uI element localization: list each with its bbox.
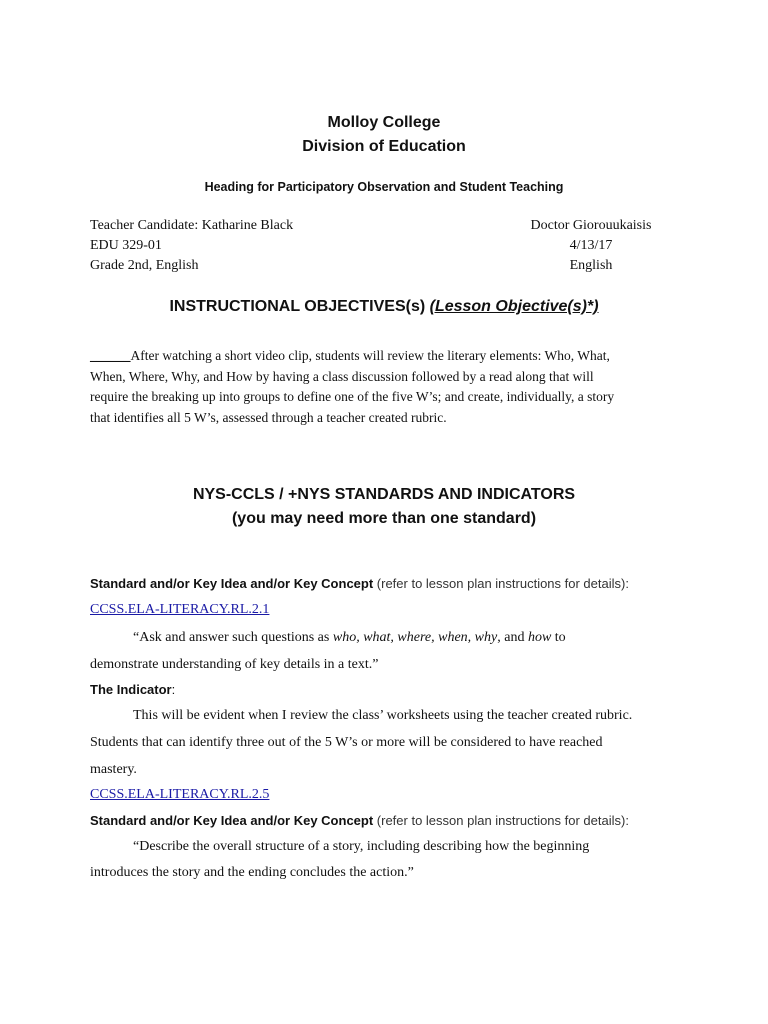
teacher-candidate: Teacher Candidate: Katharine Black xyxy=(90,218,294,233)
standard-quote-1-line-2: demonstrate understanding of key details in a text.” xyxy=(90,657,379,672)
standards-subtitle: (you may need more than one standard) xyxy=(231,510,537,527)
standards-title: NYS-CCLS / +NYS STANDARDS AND INDICATORS xyxy=(192,486,576,503)
indicator-line: This will be evident when I review the class’ worksheets using the teacher created rubric. xyxy=(133,708,633,723)
standard-label-2: Standard and/or Key Idea and/or Key Concept (refer to lesson plan instructions for details): xyxy=(90,813,629,828)
standard-quote-2: “Describe the overall structure of a story, including describing how the beginning xyxy=(133,839,590,854)
course-code: EDU 329-01 xyxy=(90,238,162,253)
standard-link-rl-2-5[interactable]: CCSS.ELA-LITERACY.RL.2.5 xyxy=(90,787,270,802)
form-heading: Heading for Participatory Observation and Student Teaching xyxy=(204,180,564,194)
standard-link-rl-2-1[interactable]: CCSS.ELA-LITERACY.RL.2.1 xyxy=(90,602,270,617)
objective-blank: ______ xyxy=(90,348,131,363)
standard-quote-1: “Ask and answer such questions as who, what, where, when, why, and how to xyxy=(133,630,566,645)
college-title: Molloy College xyxy=(327,114,441,131)
objective-line: require the breaking up into groups to define one of the five W’s; and create, individually, a story xyxy=(90,389,615,404)
indicator-line: Students that can identify three out of the 5 W’s or more will be considered to have reached xyxy=(90,735,603,750)
division-title: Division of Education xyxy=(302,138,466,155)
objective-line: When, Where, Why, and How by having a class discussion followed by a read along that will xyxy=(90,368,594,384)
lesson-date: 4/13/17 xyxy=(569,238,613,253)
objectives-title: INSTRUCTIONAL OBJECTIVES(s) (Lesson Objective(s)*) xyxy=(169,298,599,315)
objective-line: After watching a short video clip, students will review the literary elements: Who, What, xyxy=(130,348,610,363)
grade-subject: Grade 2nd, English xyxy=(90,258,199,273)
subject: English xyxy=(569,258,613,273)
standard-label-1: Standard and/or Key Idea and/or Key Concept (refer to lesson plan instructions for details): xyxy=(90,576,629,591)
objective-line: that identifies all 5 W’s, assessed through a teacher created rubric. xyxy=(90,409,447,425)
supervisor-name: Doctor Giorouukaisis xyxy=(530,218,652,233)
standard-quote-2-line-2: introduces the story and the ending concludes the action.” xyxy=(90,865,414,880)
indicator-label: The Indicator: xyxy=(90,682,176,697)
objectives-subtitle: (Lesson Objective(s)*) xyxy=(429,298,599,315)
indicator-line: mastery. xyxy=(90,762,137,777)
